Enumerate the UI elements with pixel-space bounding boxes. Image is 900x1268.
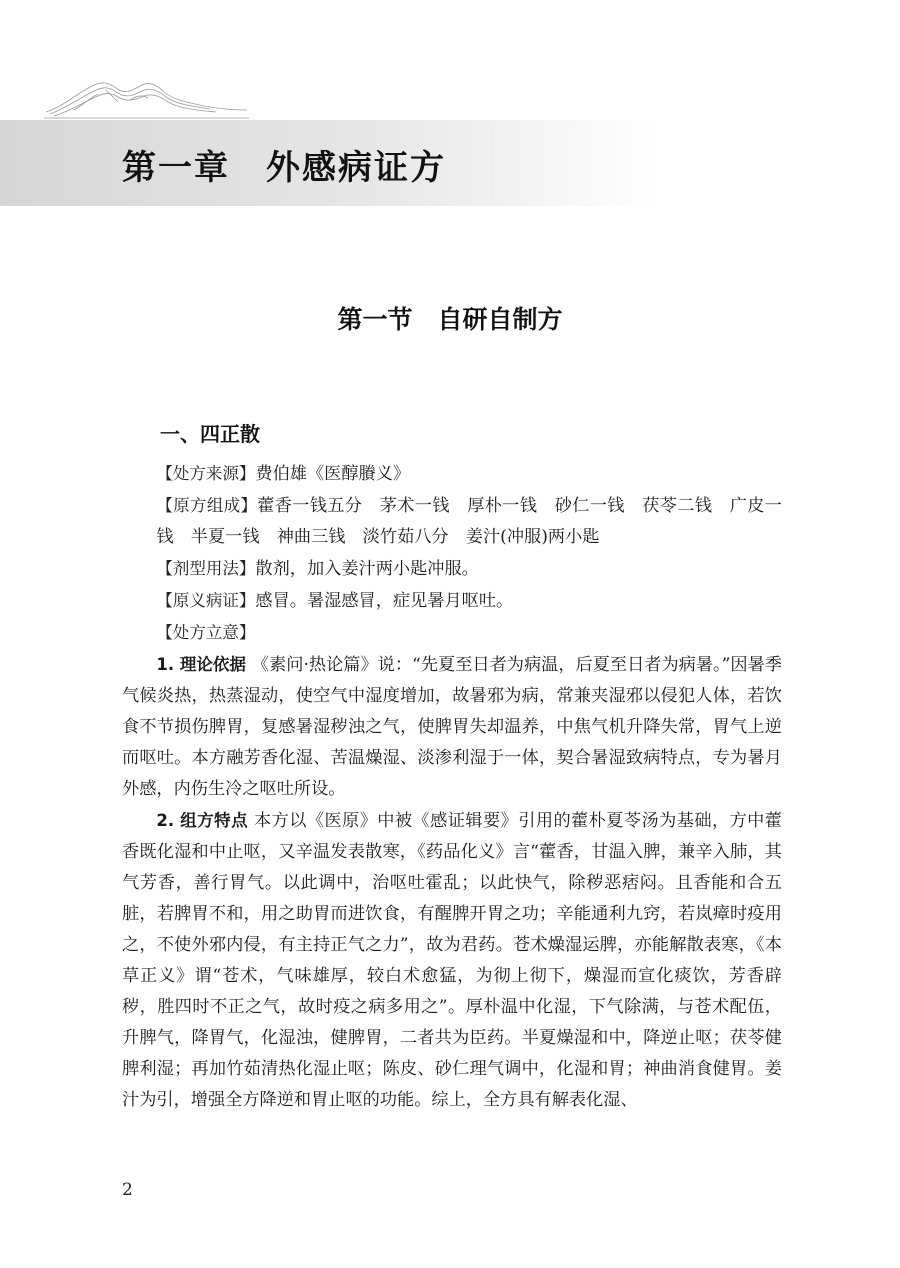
paragraph-formula (122, 805, 782, 1116)
field-value: 散剂，加入姜汁两小匙冲服。 (255, 559, 479, 579)
field-value: 藿香一钱五分 茅术一钱 厚朴一钱 砂仁一钱 茯苓二钱 广皮一钱 半夏一钱 神曲三钱 淡竹茹八分 姜汁(冲服)两小匙 (156, 496, 782, 547)
paragraph-heading: 1. 理论依据 (156, 655, 246, 674)
paragraph-text: 《素问·热论篇》说：“先夏至日者为病温，后夏至日者为病暑。”因暑季气候炎热，热蒸湿动，使空气中湿度增加，故暑邪为病，常兼夹湿邪以侵犯人体，若饮食不节损伤脾胃，复感暑湿秽浊之气，使脾胃失却温养，中焦气机升降失常，胃气上逆而呕吐。本方融芳香化湿、苦温燥湿、淡渗利湿于一体，契合暑湿致病特点，专为暑月外感，内伤生冷之呕吐所设。 (122, 655, 782, 799)
field-usage (122, 553, 782, 585)
paragraph-text: 本方以《医原》中被《感证辑要》引用的藿朴夏苓汤为基础，方中藿香既化湿和中止呕，又辛温发表散寒，《药品化义》言“藿香，甘温入脾，兼辛入肺，其气芳香，善行胃气。以此调中，治呕吐霍乱；以此快气，除秽恶痞闷。且香能和合五脏，若脾胃不和，用之助胃而进饮食，有醒脾开胃之功；辛能通利九窍，若岚瘴时疫用之，不使外邪内侵，有主持正气之力”，故为君药。苍术燥湿运脾，亦能解散表寒，《本草正义》谓“苍术，气味雄厚，较白术愈猛，为彻上彻下，燥湿而宣化痰饮，芳香辟秽，胜四时不正之气，故时疫之病多用之”。厚朴温中化湿，下气除满，与苍术配伍，升脾气，降胃气，化湿浊，健脾胃，二者共为臣药。半夏燥湿和中，降逆止呕；茯苓健脾利湿；再加竹茹清热化湿止呕；陈皮、砂仁理气调中，化湿和胃；神曲消食健胃。姜汁为引，增强全方降逆和胃止呕的功能。综上，全方具有解表化湿、 (122, 811, 782, 1110)
page-number: 2 (122, 1180, 133, 1200)
field-value: 费伯雄《医醇賸义》 (255, 464, 411, 484)
paragraph-heading: 2. 组方特点 (156, 811, 249, 830)
section-title: 第一节 自研自制方 (337, 305, 563, 334)
field-composition (122, 490, 782, 553)
subsection-title: 一、四正散 (160, 422, 260, 446)
body-text (122, 458, 782, 1116)
field-indication (122, 585, 782, 617)
field-value: 感冒。暑湿感冒，症见暑月呕吐。 (255, 591, 514, 611)
mountain-ornament (44, 72, 249, 120)
field-label: 【原方组成】 (156, 496, 258, 515)
field-label: 【剂型用法】 (156, 559, 256, 578)
chapter-title: 第一章 外感病证方 (122, 148, 446, 188)
field-intent (122, 617, 782, 649)
field-label: 【处方来源】 (156, 464, 256, 483)
paragraph-theory (122, 649, 782, 805)
field-label: 【处方立意】 (156, 623, 256, 642)
field-source (122, 458, 782, 490)
field-label: 【原义病证】 (156, 591, 256, 610)
